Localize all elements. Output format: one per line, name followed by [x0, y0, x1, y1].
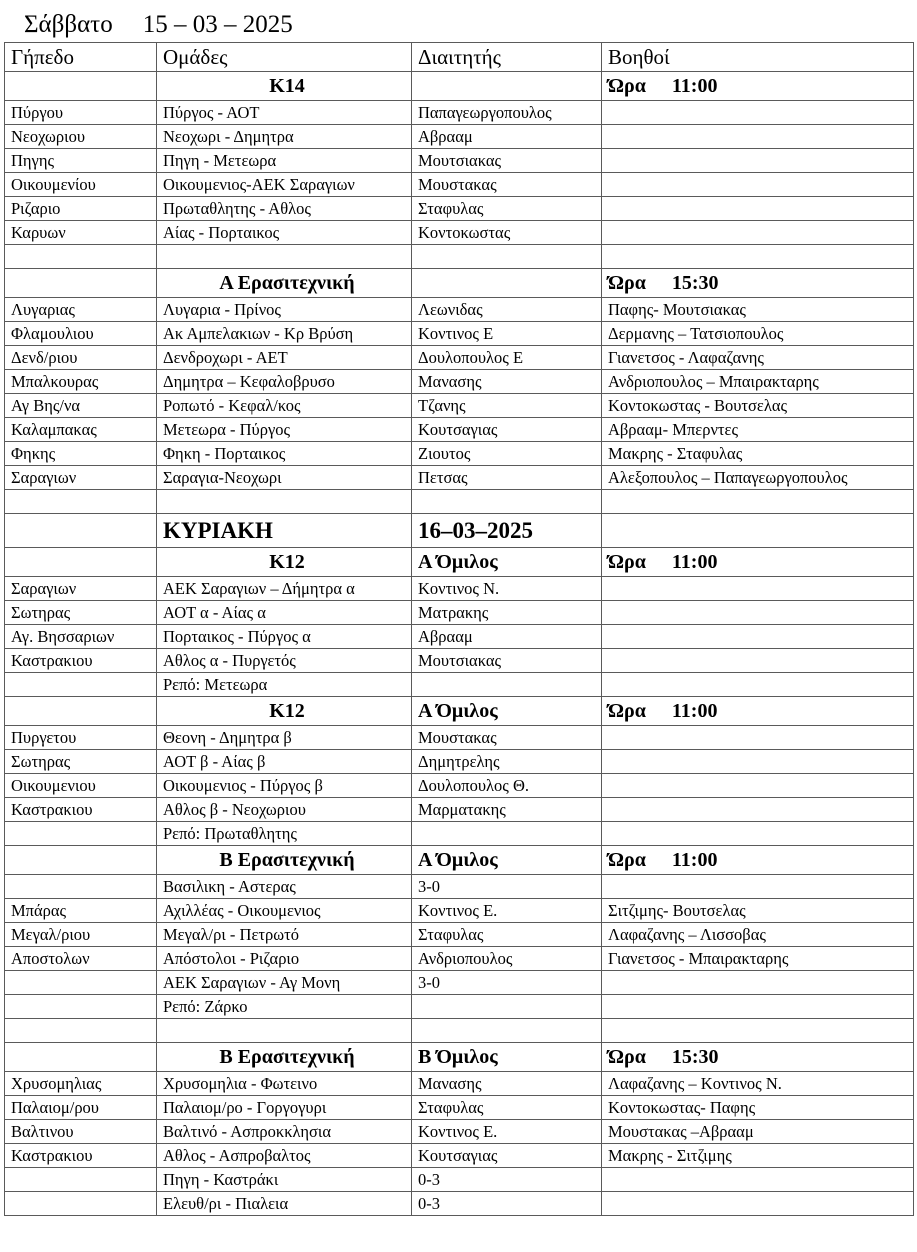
cell-teams: Αίας - Πορταικος: [157, 221, 412, 245]
time-value: 11:00: [671, 75, 718, 97]
cell-assistants: [602, 649, 914, 673]
cell-referee: 3-0: [412, 971, 602, 995]
header-row: [5, 43, 914, 72]
cell-venue: Οικουμενίου: [5, 173, 157, 197]
cell-venue: Σωτηρας: [5, 601, 157, 625]
cell-referee: Δουλοπουλος Ε: [412, 346, 602, 370]
cell-referee: 3-0: [412, 875, 602, 899]
match-row: [5, 346, 914, 370]
match-row: [5, 1096, 914, 1120]
cell-referee: Κουτσαγιας: [412, 418, 602, 442]
cell-assistants: Αβρααμ- Μπερντες: [602, 418, 914, 442]
cell-venue: [5, 245, 157, 269]
cell-referee: Μουστακας: [412, 726, 602, 750]
cell-teams: Πρωταθλητης - Αθλος: [157, 197, 412, 221]
section-row: [5, 269, 914, 298]
cell-venue: Χρυσομηλιας: [5, 1072, 157, 1096]
section-cell-group: Α Όμιλος: [412, 548, 602, 577]
day-cell-day-name: ΚΥΡΙΑΚΗ: [157, 514, 412, 548]
cell-venue: Σαραγιων: [5, 466, 157, 490]
cell-venue: Καστρακιου: [5, 649, 157, 673]
cell-teams: Σαραγια-Νεοχωρι: [157, 466, 412, 490]
section-cell-group: Α Όμιλος: [412, 846, 602, 875]
cell-teams: Λυγαρια - Πρίνος: [157, 298, 412, 322]
match-row: [5, 995, 914, 1019]
cell-teams: Οικουμενιος-ΑΕΚ Σαραγιων: [157, 173, 412, 197]
section-cell-group: Β Όμιλος: [412, 1043, 602, 1072]
day-label: Σάββατο: [24, 11, 113, 38]
match-row: [5, 101, 914, 125]
cell-venue: Αγ Βης/να: [5, 394, 157, 418]
match-row: [5, 466, 914, 490]
cell-teams: Αθλος β - Νεοχωριου: [157, 798, 412, 822]
time-value: 15:30: [671, 1046, 719, 1068]
section-cell-time: [602, 72, 914, 101]
match-row: [5, 875, 914, 899]
cell-teams: Βασιλικη - Αστερας: [157, 875, 412, 899]
cell-teams: Παλαιομ/ρο - Γοργογυρι: [157, 1096, 412, 1120]
cell-venue: Σαραγιων: [5, 577, 157, 601]
time-label: Ώρα: [608, 75, 646, 97]
cell-teams: Μετεωρα - Πύργος: [157, 418, 412, 442]
time-value: 11:00: [671, 551, 718, 573]
cell-assistants: [602, 726, 914, 750]
cell-assistants: [602, 490, 914, 514]
header-cell-referee: Διαιτητής: [412, 43, 602, 72]
cell-teams: Ροπωτό - Κεφαλ/κος: [157, 394, 412, 418]
match-row: [5, 245, 914, 269]
cell-assistants: Γιανετσος - Λαφαζανης: [602, 346, 914, 370]
day-cell-venue: [5, 514, 157, 548]
cell-venue: Μεγαλ/ριου: [5, 923, 157, 947]
cell-teams: Χρυσομηλια - Φωτεινο: [157, 1072, 412, 1096]
cell-assistants: [602, 798, 914, 822]
day-cell-assistants: [602, 514, 914, 548]
cell-venue: Μπαλκουρας: [5, 370, 157, 394]
cell-assistants: [602, 750, 914, 774]
day-header-row: [5, 514, 914, 548]
cell-teams: ΑΟΤ β - Αίας β: [157, 750, 412, 774]
match-row: [5, 173, 914, 197]
cell-assistants: [602, 173, 914, 197]
cell-referee: Κοντινος Ε.: [412, 1120, 602, 1144]
match-row: [5, 418, 914, 442]
match-row: [5, 370, 914, 394]
match-row: [5, 923, 914, 947]
cell-referee: Σταφυλας: [412, 1096, 602, 1120]
cell-teams: Απόστολοι - Ριζαριο: [157, 947, 412, 971]
cell-teams: ΑΟΤ α - Αίας α: [157, 601, 412, 625]
cell-referee: Μουτσιακας: [412, 149, 602, 173]
cell-assistants: Μακρης - Σταφυλας: [602, 442, 914, 466]
match-row: [5, 625, 914, 649]
cell-teams: Αθλος α - Πυργετός: [157, 649, 412, 673]
match-row: [5, 221, 914, 245]
cell-assistants: Λαφαζανης – Λισσοβας: [602, 923, 914, 947]
time-value: 11:00: [671, 700, 718, 722]
cell-referee: Τζανης: [412, 394, 602, 418]
cell-teams: [157, 490, 412, 514]
section-cell-time: [602, 846, 914, 875]
section-cell-venue: [5, 846, 157, 875]
section-cell-group: Α Όμιλος: [412, 697, 602, 726]
time-label: Ώρα: [608, 1046, 646, 1068]
cell-referee: Μανασης: [412, 370, 602, 394]
cell-assistants: Κοντοκωστας- Παφης: [602, 1096, 914, 1120]
cell-referee: Πετσας: [412, 466, 602, 490]
section-row: [5, 697, 914, 726]
cell-referee: Ματρακης: [412, 601, 602, 625]
cell-assistants: [602, 625, 914, 649]
cell-teams: Πύργος - ΑΟΤ: [157, 101, 412, 125]
match-row: [5, 125, 914, 149]
cell-venue: [5, 490, 157, 514]
cell-assistants: Κοντοκωστας - Βουτσελας: [602, 394, 914, 418]
match-row: [5, 1144, 914, 1168]
cell-teams: Δενδροχωρι - ΑΕΤ: [157, 346, 412, 370]
section-row: [5, 548, 914, 577]
cell-referee: Σταφυλας: [412, 197, 602, 221]
cell-referee: Μουτσιακας: [412, 649, 602, 673]
cell-venue: Πύργου: [5, 101, 157, 125]
cell-venue: Αγ. Βησσαριων: [5, 625, 157, 649]
date-header: [24, 8, 293, 42]
cell-venue: Φλαμουλιου: [5, 322, 157, 346]
cell-assistants: [602, 149, 914, 173]
cell-venue: Δενδ/ριου: [5, 346, 157, 370]
cell-teams: Πηγη - Μετεωρα: [157, 149, 412, 173]
match-row: [5, 899, 914, 923]
section-cell-venue: [5, 697, 157, 726]
cell-referee: [412, 245, 602, 269]
cell-venue: Καρυων: [5, 221, 157, 245]
cell-teams: ΑΕΚ Σαραγιων – Δήμητρα α: [157, 577, 412, 601]
cell-venue: Οικουμενιου: [5, 774, 157, 798]
section-cell-category: Β Ερασιτεχνική: [157, 1043, 412, 1072]
section-row: [5, 846, 914, 875]
cell-assistants: [602, 995, 914, 1019]
header-cell-teams: Ομάδες: [157, 43, 412, 72]
match-row: [5, 1072, 914, 1096]
cell-venue: Πυργετου: [5, 726, 157, 750]
cell-teams: Ρεπό: Μετεωρα: [157, 673, 412, 697]
cell-assistants: [602, 822, 914, 846]
cell-teams: Νεοχωρι - Δημητρα: [157, 125, 412, 149]
cell-referee: [412, 673, 602, 697]
section-cell-group: [412, 269, 602, 298]
header-cell-assistants: Βοηθοί: [602, 43, 914, 72]
cell-teams: Ρεπό: Ζάρκο: [157, 995, 412, 1019]
cell-referee: Σταφυλας: [412, 923, 602, 947]
cell-referee: [412, 490, 602, 514]
cell-referee: Αβρααμ: [412, 125, 602, 149]
section-row: [5, 72, 914, 101]
section-cell-group: [412, 72, 602, 101]
match-row: [5, 971, 914, 995]
match-row: [5, 442, 914, 466]
match-row: [5, 394, 914, 418]
time-label: Ώρα: [608, 700, 646, 722]
cell-teams: Ρεπό: Πρωταθλητης: [157, 822, 412, 846]
time-label: Ώρα: [608, 272, 646, 294]
cell-venue: Καλαμπακας: [5, 418, 157, 442]
section-cell-category: Κ14: [157, 72, 412, 101]
cell-assistants: [602, 577, 914, 601]
time-label: Ώρα: [608, 849, 646, 871]
cell-referee: Ζιουτος: [412, 442, 602, 466]
cell-venue: Σωτηρας: [5, 750, 157, 774]
schedule-table: [4, 42, 914, 1216]
cell-venue: [5, 1192, 157, 1216]
time-value: 15:30: [671, 272, 719, 294]
match-row: [5, 601, 914, 625]
cell-assistants: [602, 601, 914, 625]
cell-teams: [157, 1019, 412, 1043]
cell-referee: [412, 1019, 602, 1043]
cell-referee: Μαρματακης: [412, 798, 602, 822]
cell-referee: 0-3: [412, 1168, 602, 1192]
cell-assistants: Αλεξοπουλος – Παπαγεωργοπουλος: [602, 466, 914, 490]
cell-venue: [5, 1168, 157, 1192]
match-row: [5, 1168, 914, 1192]
cell-teams: Ακ Αμπελακιων - Κρ Βρύση: [157, 322, 412, 346]
section-cell-category: Β Ερασιτεχνική: [157, 846, 412, 875]
cell-venue: Καστρακιου: [5, 798, 157, 822]
day-cell-day-date: 16–03–2025: [412, 514, 602, 548]
cell-assistants: [602, 971, 914, 995]
match-row: [5, 197, 914, 221]
cell-venue: Παλαιομ/ρου: [5, 1096, 157, 1120]
cell-assistants: Παφης- Μουτσιακας: [602, 298, 914, 322]
cell-venue: Καστρακιου: [5, 1144, 157, 1168]
cell-assistants: Λαφαζανης – Κοντινος Ν.: [602, 1072, 914, 1096]
cell-teams: [157, 245, 412, 269]
cell-assistants: [602, 1192, 914, 1216]
cell-assistants: [602, 197, 914, 221]
cell-venue: Φηκης: [5, 442, 157, 466]
section-cell-time: [602, 1043, 914, 1072]
cell-assistants: [602, 673, 914, 697]
date-label: 15 – 03 – 2025: [142, 11, 293, 38]
match-row: [5, 298, 914, 322]
time-label: Ώρα: [608, 551, 646, 573]
cell-assistants: [602, 875, 914, 899]
cell-assistants: [602, 774, 914, 798]
cell-venue: [5, 822, 157, 846]
cell-teams: Θεονη - Δημητρα β: [157, 726, 412, 750]
cell-teams: Μεγαλ/ρι - Πετρωτό: [157, 923, 412, 947]
match-row: [5, 774, 914, 798]
cell-venue: Αποστολων: [5, 947, 157, 971]
cell-referee: 0-3: [412, 1192, 602, 1216]
cell-venue: [5, 673, 157, 697]
cell-venue: [5, 995, 157, 1019]
section-cell-venue: [5, 72, 157, 101]
cell-venue: Βαλτινου: [5, 1120, 157, 1144]
cell-assistants: [602, 1019, 914, 1043]
match-row: [5, 798, 914, 822]
match-row: [5, 490, 914, 514]
cell-referee: Δουλοπουλος Θ.: [412, 774, 602, 798]
match-row: [5, 1192, 914, 1216]
cell-referee: Αβρααμ: [412, 625, 602, 649]
section-row: [5, 1043, 914, 1072]
cell-teams: Βαλτινό - Ασπροκκλησια: [157, 1120, 412, 1144]
section-cell-venue: [5, 269, 157, 298]
cell-teams: Φηκη - Πορταικος: [157, 442, 412, 466]
cell-referee: [412, 822, 602, 846]
match-row: [5, 673, 914, 697]
cell-referee: [412, 995, 602, 1019]
match-row: [5, 322, 914, 346]
match-row: [5, 1019, 914, 1043]
time-value: 11:00: [671, 849, 718, 871]
cell-teams: Ελευθ/ρι - Πιαλεια: [157, 1192, 412, 1216]
match-row: [5, 750, 914, 774]
section-cell-category: Κ12: [157, 548, 412, 577]
cell-teams: Πορταικος - Πύργος α: [157, 625, 412, 649]
cell-referee: Κοντινος Ν.: [412, 577, 602, 601]
cell-teams: Αχιλλέας - Οικουμενιος: [157, 899, 412, 923]
cell-referee: Παπαγεωργοπουλος: [412, 101, 602, 125]
cell-assistants: Γιανετσος - Μπαιρακταρης: [602, 947, 914, 971]
cell-teams: Δημητρα – Κεφαλοβρυσο: [157, 370, 412, 394]
cell-venue: Νεοχωριου: [5, 125, 157, 149]
cell-teams: ΑΕΚ Σαραγιων - Αγ Μονη: [157, 971, 412, 995]
section-cell-venue: [5, 1043, 157, 1072]
cell-venue: [5, 1019, 157, 1043]
cell-venue: [5, 971, 157, 995]
section-cell-time: [602, 697, 914, 726]
match-row: [5, 577, 914, 601]
cell-teams: Αθλος - Ασπροβαλτος: [157, 1144, 412, 1168]
cell-referee: Μανασης: [412, 1072, 602, 1096]
cell-referee: Ανδριοπουλος: [412, 947, 602, 971]
header-cell-venue: Γήπεδο: [5, 43, 157, 72]
cell-venue: Πηγης: [5, 149, 157, 173]
cell-venue: [5, 875, 157, 899]
cell-assistants: Ανδριοπουλος – Μπαιρακταρης: [602, 370, 914, 394]
cell-referee: Κοντινος Ε.: [412, 899, 602, 923]
cell-venue: Λυγαριας: [5, 298, 157, 322]
cell-assistants: [602, 245, 914, 269]
match-row: [5, 1120, 914, 1144]
cell-referee: Κοντινος Ε: [412, 322, 602, 346]
cell-teams: Οικουμενιος - Πύργος β: [157, 774, 412, 798]
cell-venue: Ριζαριο: [5, 197, 157, 221]
cell-assistants: Σιτζιμης- Βουτσελας: [602, 899, 914, 923]
cell-assistants: [602, 101, 914, 125]
cell-assistants: Μακρης - Σιτζιμης: [602, 1144, 914, 1168]
cell-referee: Κοντοκωστας: [412, 221, 602, 245]
cell-referee: Λεωνιδας: [412, 298, 602, 322]
section-cell-category: Α Ερασιτεχνική: [157, 269, 412, 298]
match-row: [5, 149, 914, 173]
cell-referee: Μουστακας: [412, 173, 602, 197]
cell-assistants: [602, 1168, 914, 1192]
cell-teams: Πηγη - Καστράκι: [157, 1168, 412, 1192]
cell-assistants: [602, 221, 914, 245]
match-row: [5, 947, 914, 971]
cell-assistants: [602, 125, 914, 149]
cell-assistants: Μουστακας –Αβρααμ: [602, 1120, 914, 1144]
match-row: [5, 822, 914, 846]
section-cell-category: Κ12: [157, 697, 412, 726]
cell-referee: Κουτσαγιας: [412, 1144, 602, 1168]
cell-venue: Μπάρας: [5, 899, 157, 923]
section-cell-time: [602, 269, 914, 298]
section-cell-venue: [5, 548, 157, 577]
cell-assistants: Δερμανης – Τατσιοπουλος: [602, 322, 914, 346]
match-row: [5, 726, 914, 750]
match-row: [5, 649, 914, 673]
cell-referee: Δημητρελης: [412, 750, 602, 774]
section-cell-time: [602, 548, 914, 577]
